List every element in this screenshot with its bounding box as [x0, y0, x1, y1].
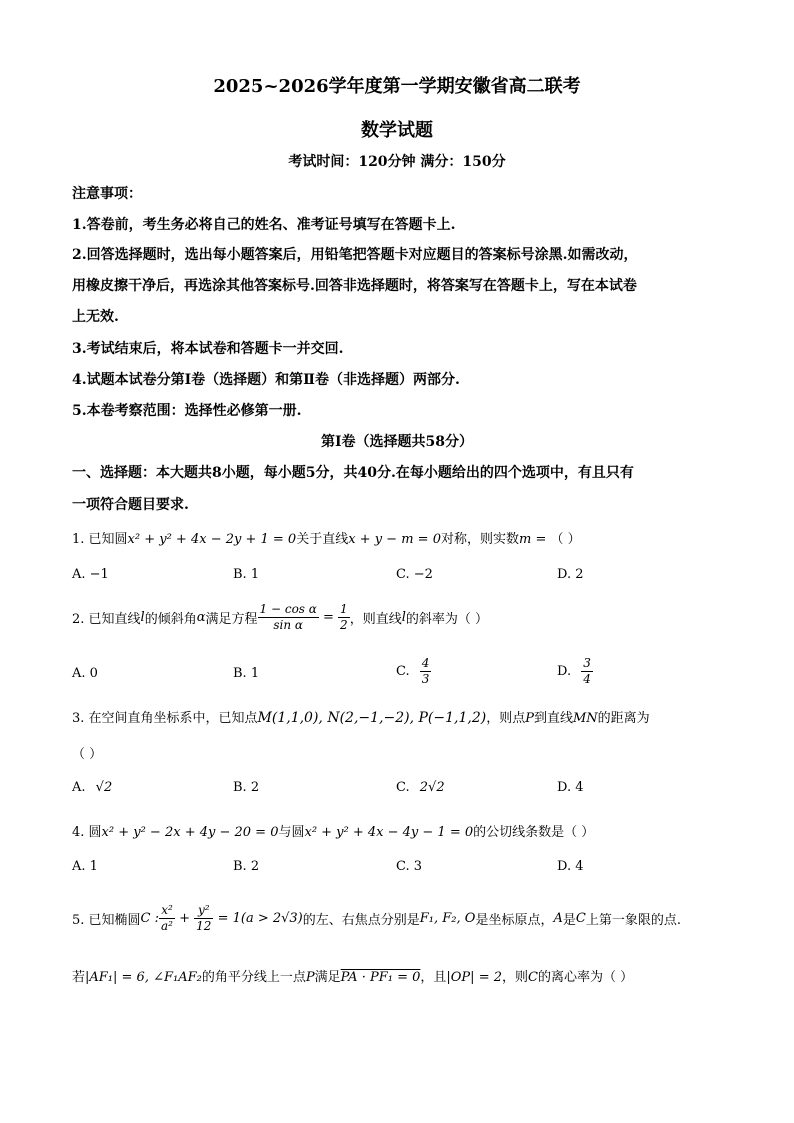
note-item: 上无效. [72, 309, 119, 325]
q1-option-a: A. −1 [72, 567, 109, 582]
q2-option-c [396, 656, 431, 687]
q2-text: ，则直线 [349, 612, 402, 627]
q2-text: 的斜率为（ ） [405, 612, 489, 627]
question-1-stem [72, 528, 581, 547]
exam-title: 2025~2026学年度第一学期安徽省高二联考 [213, 76, 581, 97]
q2-text: 满足方程 [205, 612, 258, 627]
q3-text: ，则点 [486, 711, 526, 726]
q5-ellipse-label: C : [140, 911, 160, 926]
q3-option-a-value: √2 [95, 780, 113, 795]
q4-circle-2: x² + y² + 4x − 4y − 1 = 0 [304, 825, 474, 840]
q2-fraction-half: $\frac{1}{2}$ [340, 602, 348, 632]
q5-text: 5. 已知椭圆 [72, 913, 141, 928]
q2-variable: α [196, 610, 206, 625]
q1-option-b: B. 1 [233, 567, 260, 582]
q2-option-d [557, 656, 593, 687]
section-instructions: 一、选择题：本大题共8小题，每小题5分，共40分.在每小题给出的四个选项中，有且只有 [72, 465, 634, 481]
q5-stem-line2 [72, 966, 633, 985]
note-item: 1.答卷前，考生务必将自己的姓名、准考证号填写在答题卡上. [72, 217, 456, 233]
q5-fraction-y: $\frac{\text{y²}}{12}$ [196, 903, 212, 933]
q5-text: 若 [72, 970, 86, 985]
notes-heading: 注意事项： [72, 186, 142, 202]
section-instructions: 一项符合题目要求. [72, 497, 189, 513]
q4-text: 的公切线条数是（ ） [473, 825, 595, 840]
q1-text: 1. 已知圆 [72, 532, 128, 547]
q5-condition: (a > 2√3) [240, 911, 303, 926]
q5-variable: A [553, 911, 563, 926]
q2-option-d-value: $\frac{3}{4}$ [583, 656, 591, 686]
q5-text: 的离心率为（ ） [537, 970, 634, 985]
q2-option-c-value: $\frac{4}{3}$ [421, 656, 430, 686]
q2-variable: l [140, 610, 145, 625]
q5-plus: + [174, 911, 195, 926]
q5-text: ，则 [501, 970, 528, 985]
q1-text: = （ ） [531, 532, 581, 547]
q2-text: 2. 已知直线 [72, 612, 141, 627]
q5-variable: C [575, 911, 586, 926]
question-3-stem [72, 707, 650, 726]
q1-circle-equation: x² + y² + 4x − 2y + 1 = 0 [127, 532, 297, 547]
q3-line: MN [572, 711, 598, 726]
q3-option-b: B. 2 [233, 780, 260, 795]
q5-text: 的左、右焦点分别是 [302, 913, 420, 928]
q3-text: 到直线 [533, 711, 573, 726]
q5-fraction-x: $\frac{\text{x²}}{\text{a²}}$ [161, 903, 173, 933]
q2-fraction: $\frac{\text{1 − cos α}}{\text{sin α}}$ [259, 602, 317, 632]
q3-variable: P [525, 711, 534, 726]
exam-info: 考试时间：120分钟 满分：150分 [288, 154, 506, 170]
q3-option-a [72, 780, 112, 795]
q3-stem-line2: （ ） [72, 747, 103, 762]
q1-option-d: D. 2 [557, 567, 584, 582]
q2-text: 的倾斜角 [144, 612, 197, 627]
q4-text: 4. 圆 [72, 825, 102, 840]
q1-text: 关于直线 [296, 532, 349, 547]
question-5-stem [72, 903, 681, 934]
q5-op-condition: |OP| = 2 [446, 970, 502, 985]
q5-text: 是坐标原点， [475, 913, 554, 928]
question-4-stem [72, 821, 594, 840]
q4-option-c: C. 3 [396, 859, 423, 874]
q5-variable: C [528, 970, 538, 985]
q3-option-c [396, 780, 445, 795]
q1-text: 对称，则实数 [440, 532, 519, 547]
q2-equals: = [318, 610, 339, 625]
q5-text: 上第一象限的点. [585, 913, 681, 928]
q4-text: 与圆 [278, 825, 305, 840]
note-item: 2.回答选择题时，选出每小题答案后，用铅笔把答题卡对应题目的答案标号涂黑.如需改动， [72, 247, 638, 263]
question-2-stem [72, 602, 488, 633]
q5-text: 是 [562, 913, 576, 928]
q5-condition-af1: |AF₁| = 6, ∠F₁AF₂ [85, 970, 202, 985]
q1-variable: m [518, 532, 532, 547]
q3-option-c-label: C. [396, 780, 410, 795]
q4-option-d: D. 4 [557, 859, 584, 874]
q4-circle-1: x² + y² − 2x + 4y − 20 = 0 [101, 825, 279, 840]
note-item: 5.本卷考察范围：选择性必修第一册. [72, 403, 302, 419]
q3-text: 3. 在空间直角坐标系中，已知点 [72, 711, 258, 726]
q2-variable: l [401, 610, 406, 625]
section-title: 第Ⅰ卷（选择题共58分） [320, 434, 474, 450]
q3-option-c-value: 2√2 [419, 780, 445, 795]
q5-foci: F₁, F₂, O [419, 911, 476, 926]
q2-option-c-label: C. [396, 664, 410, 679]
q1-line-equation: x + y − m = 0 [348, 532, 441, 547]
subject-title: 数学试题 [361, 120, 433, 141]
q2-option-a: A. 0 [72, 666, 98, 681]
note-item: 用橡皮擦干净后，再选涂其他答案标号.回答非选择题时，将答案写在答题卡上，写在本试卷 [72, 278, 637, 294]
q4-option-a: A. 1 [72, 859, 98, 874]
q3-text: 的距离为 [597, 711, 650, 726]
q5-text: 满足 [314, 970, 341, 985]
q3-points: M(1,1,0), N(2,−1,−2), P(−1,1,2) [257, 710, 487, 726]
note-item: 4.试题本试卷分第Ⅰ卷（选择题）和第Ⅱ卷（非选择题）两部分. [72, 372, 460, 388]
q3-option-d: D. 4 [557, 780, 584, 795]
q5-variable: P [305, 970, 315, 985]
q5-vector-condition: PA · PF₁ = 0 [340, 970, 421, 985]
q2-option-d-label: D. [557, 664, 572, 679]
q4-option-b: B. 2 [233, 859, 260, 874]
q1-option-c: C. −2 [396, 567, 433, 582]
q5-text: 的角平分线上一点 [201, 970, 306, 985]
q3-option-a-label: A. [72, 780, 86, 795]
note-item: 3.考试结束后，将本试卷和答题卡一并交回. [72, 341, 344, 357]
q5-equals: = 1 [213, 911, 241, 926]
q2-option-b: B. 1 [233, 666, 260, 681]
q5-text: ，且 [420, 970, 447, 985]
